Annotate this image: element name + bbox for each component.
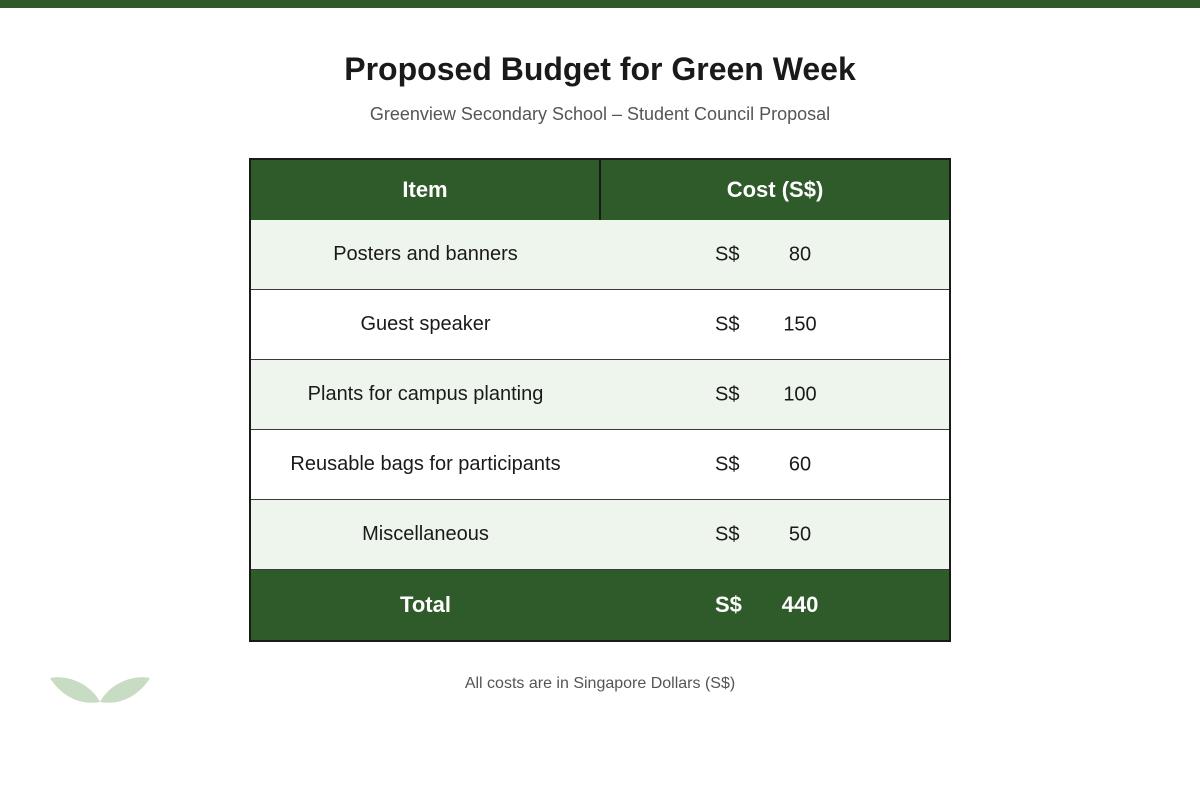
total-currency-label: S$: [715, 592, 742, 617]
currency-label: S$: [715, 243, 740, 265]
currency-note: All costs are in Singapore Dollars (S$): [464, 675, 736, 692]
item-cell: Plants for campus planting: [250, 360, 600, 430]
cost-cell: [600, 430, 950, 500]
total-cost-cell: [600, 570, 950, 642]
cost-cell: [600, 500, 950, 570]
amount-value: 100: [783, 383, 817, 405]
cost-cell: [600, 360, 950, 430]
currency-label: S$: [715, 313, 740, 335]
item-cell: Guest speaker: [250, 290, 600, 360]
total-label: Total: [250, 570, 600, 642]
budget-table: [249, 158, 951, 642]
page-title: Proposed Budget for Green Week: [344, 51, 856, 87]
cost-cell: [600, 290, 950, 360]
currency-label: S$: [715, 453, 740, 475]
item-cell: Reusable bags for participants: [250, 430, 600, 500]
top-accent-bar: [0, 0, 1200, 8]
total-amount-value: 440: [781, 592, 819, 617]
table-row: [250, 290, 950, 360]
table-row: [250, 430, 950, 500]
column-header-item: Item: [250, 159, 600, 220]
item-cell: Miscellaneous: [250, 500, 600, 570]
table-header-row: [250, 159, 950, 220]
currency-label: S$: [715, 383, 740, 405]
amount-value: 80: [788, 243, 812, 265]
table-row: [250, 220, 950, 290]
column-header-cost: Cost (S$): [600, 159, 950, 220]
amount-value: 50: [788, 523, 812, 545]
total-row: [250, 570, 950, 642]
item-cell: Posters and banners: [250, 220, 600, 290]
table-row: [250, 360, 950, 430]
amount-value: 60: [788, 453, 812, 475]
currency-label: S$: [715, 523, 740, 545]
cost-cell: [600, 220, 950, 290]
table-row: [250, 500, 950, 570]
page-subtitle: Greenview Secondary School – Student Council Proposal: [369, 104, 831, 124]
amount-value: 150: [783, 313, 817, 335]
